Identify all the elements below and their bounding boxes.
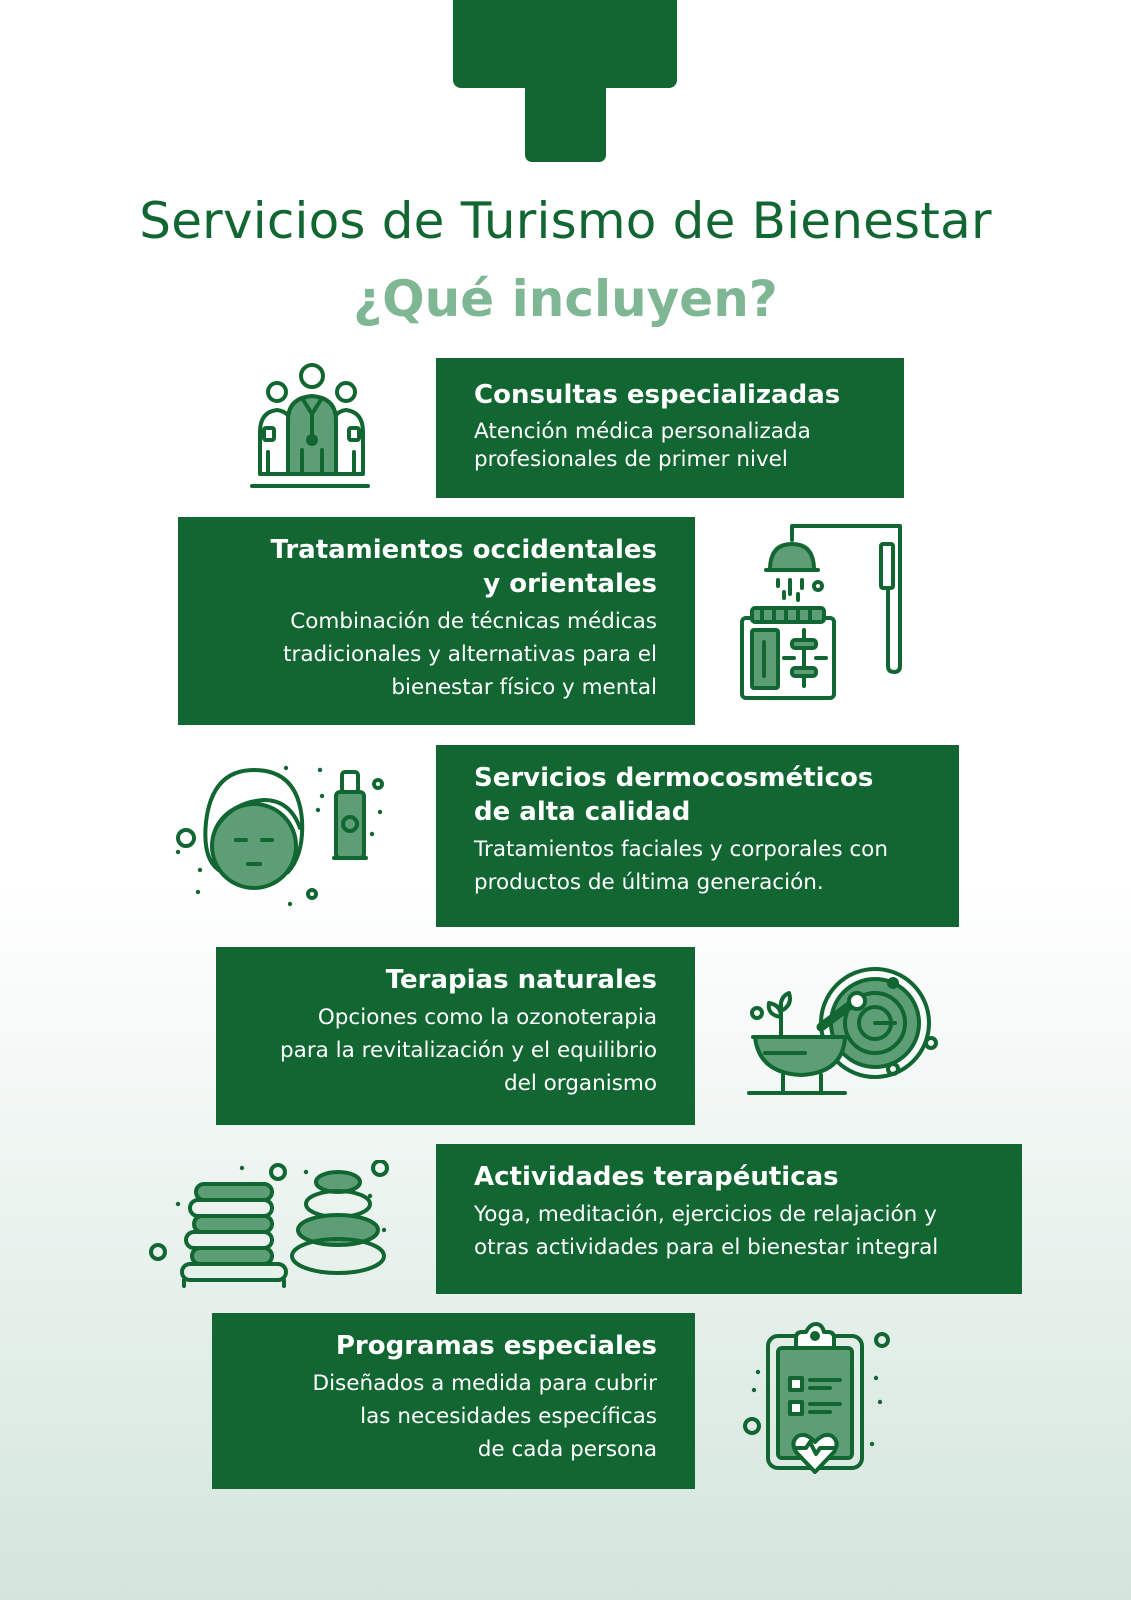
page-subtitle: ¿Qué incluyen? (353, 270, 778, 328)
service-card-terapias (216, 947, 695, 1125)
service-title: Terapias naturales (385, 965, 657, 995)
service-description: Atención médica personalizada profesionales de primer nivel (474, 419, 811, 472)
service-card-actividades (436, 1144, 1022, 1294)
service-card-dermocosmeticos (436, 745, 959, 927)
service-title: Consultas especializadas (474, 380, 841, 410)
service-title: Servicios dermocosméticos de alta calidad (474, 763, 874, 827)
towels-stones-icon (148, 1160, 393, 1290)
service-description: Diseñados a medida para cubrir las necesidades específicas de cada persona (312, 1371, 657, 1462)
service-card-programas (212, 1313, 695, 1489)
page-title: Servicios de Turismo de Bienestar (139, 192, 992, 250)
mortar-herbs-icon (745, 965, 945, 1100)
service-title: Programas especiales (335, 1331, 657, 1361)
service-title: Actividades terapéuticas (474, 1162, 839, 1192)
clipboard-heart-icon (738, 1322, 898, 1482)
service-description: Yoga, meditación, ejercicios de relajación y otras actividades para el bienestar integral (474, 1202, 939, 1260)
service-card-tratamientos (178, 517, 695, 725)
service-description: Combinación de técnicas médicas tradicionales y alternativas para el bienestar físico y mental (283, 609, 657, 700)
shower-spa-equipment-icon (738, 518, 908, 703)
service-description: Tratamientos faciales y corporales con productos de última generación. (474, 837, 888, 895)
service-title: Tratamientos occidentales y orientales (270, 535, 657, 599)
service-card-consultas (436, 358, 904, 498)
service-description: Opciones como la ozonoterapia para la revitalización y el equilibrio del organismo (280, 1005, 657, 1096)
facial-mask-icon (172, 762, 392, 912)
medical-team-icon (250, 362, 375, 492)
medical-cross-icon (0, 0, 1131, 170)
